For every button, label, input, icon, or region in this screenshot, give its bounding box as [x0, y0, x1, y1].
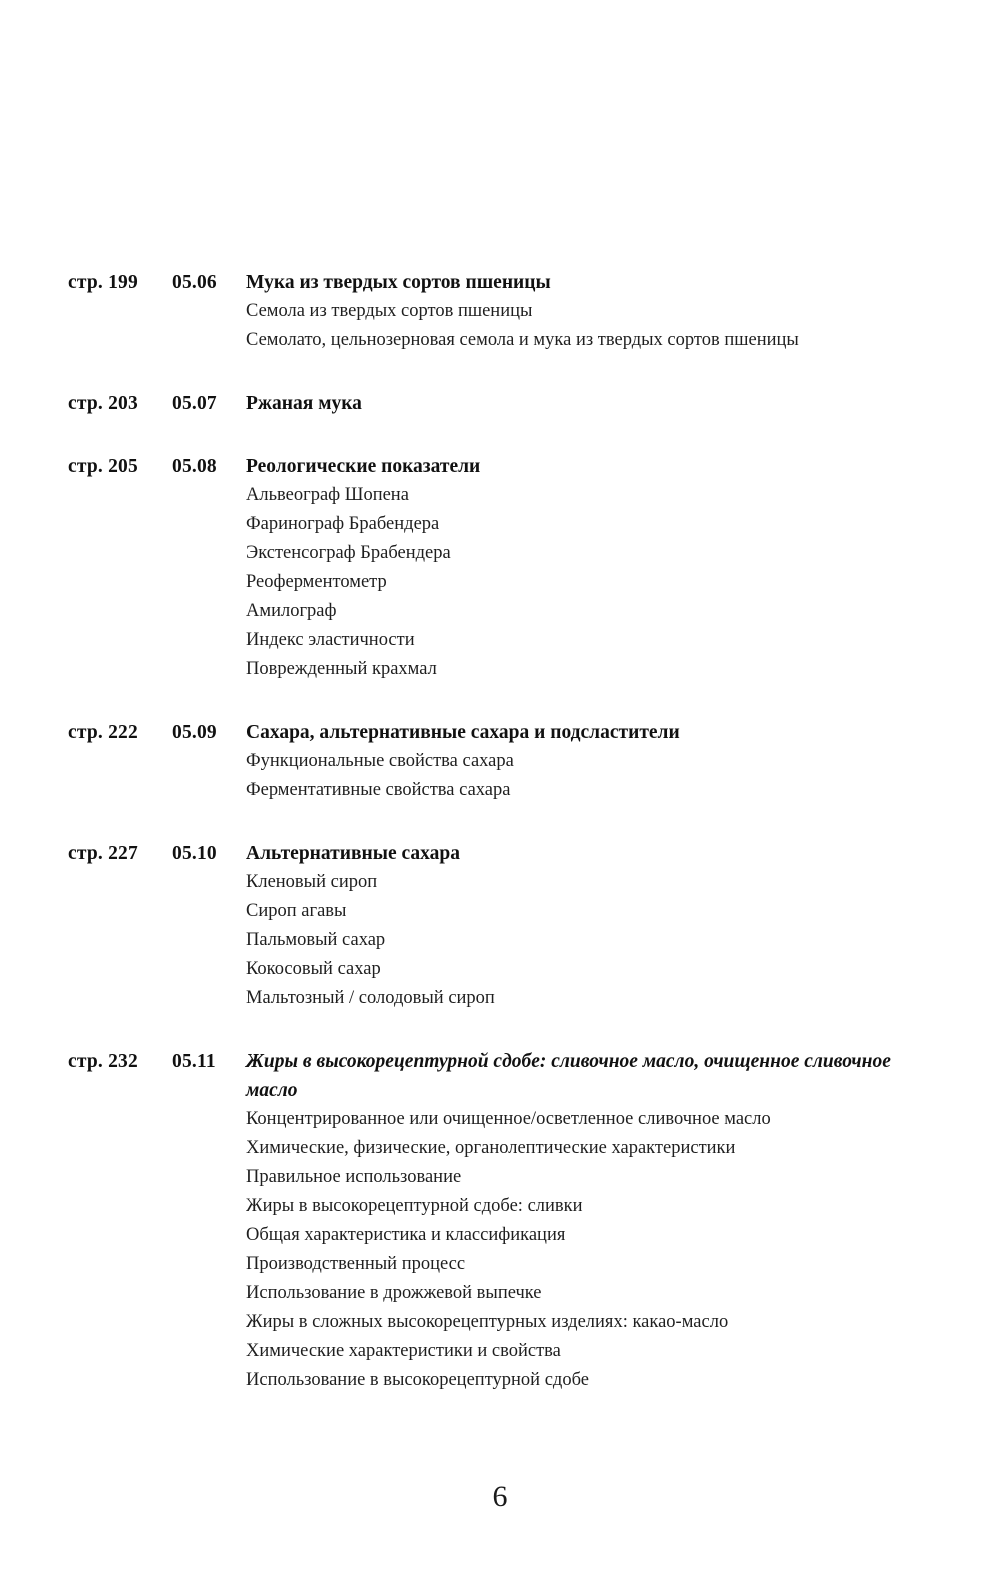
page-folio: 6 [492, 1480, 508, 1513]
toc-entry[interactable] [68, 452, 908, 684]
toc-subitem: Семола из твердых сортов пшеницы [246, 301, 533, 321]
toc-entry-title: Мука из твердых сортов пшеницы [246, 272, 551, 293]
toc-page-number: стр. 203 [68, 393, 138, 414]
toc-page-number: стр. 222 [68, 722, 138, 743]
table-of-contents [68, 268, 908, 1395]
toc-section-number: 05.06 [172, 272, 217, 293]
toc-subitem: Ферментативные свойства сахара [246, 780, 511, 800]
toc-subitem: Сироп агавы [246, 901, 347, 921]
toc-subitem: Мальтозный / солодовый сироп [246, 988, 495, 1008]
toc-subitem: Экстенсограф Брабендера [246, 543, 451, 563]
toc-entry[interactable] [68, 839, 908, 1013]
toc-section-number: 05.10 [172, 843, 217, 864]
toc-entry-body [246, 389, 908, 418]
toc-subitem: Поврежденный крахмал [246, 659, 437, 679]
toc-section-number: 05.09 [172, 722, 217, 743]
toc-entry-head [68, 839, 908, 1013]
toc-section-number: 05.08 [172, 456, 217, 477]
toc-subitem: Химические, физические, органолептические характеристики [246, 1138, 736, 1158]
toc-subitem: Индекс эластичности [246, 630, 415, 650]
toc-subitem-list [246, 297, 908, 355]
toc-entry-head [68, 1047, 908, 1395]
toc-subitem: Концентрированное или очищенное/осветленное сливочное масло [246, 1109, 771, 1129]
toc-entry-title: Ржаная мука [246, 393, 362, 414]
toc-subitem: Использование в высокорецептурной сдобе [246, 1370, 589, 1390]
toc-entry[interactable] [68, 718, 908, 805]
toc-page-number: стр. 205 [68, 456, 138, 477]
toc-entry-body [246, 839, 908, 1013]
toc-subitem-list [246, 747, 908, 805]
toc-entry-title: Реологические показатели [246, 456, 481, 477]
toc-subitem-list [246, 481, 908, 684]
toc-entry-head [68, 389, 908, 418]
toc-page-number: стр. 232 [68, 1051, 138, 1072]
toc-subitem: Семолато, цельнозерновая семола и мука из твердых сортов пшеницы [246, 330, 799, 350]
toc-entry[interactable] [68, 1047, 908, 1395]
toc-subitem-list [246, 1105, 908, 1395]
toc-subitem-list [246, 868, 908, 1013]
toc-subitem: Общая характеристика и классификация [246, 1225, 566, 1245]
toc-subitem: Химические характеристики и свойства [246, 1341, 561, 1361]
toc-subitem: Жиры в сложных высокорецептурных изделиях: какао-масло [246, 1312, 729, 1332]
toc-subitem: Правильное использование [246, 1167, 462, 1187]
toc-page-number: стр. 199 [68, 272, 138, 293]
toc-subitem: Кленовый сироп [246, 872, 378, 892]
toc-entry-title: Жиры в высокорецептурной сдобе: сливочное масло, очищенное сливочное масло [246, 1051, 891, 1101]
toc-subitem: Производственный процесс [246, 1254, 466, 1274]
toc-section-number: 05.07 [172, 393, 217, 414]
toc-subitem: Жиры в высокорецептурной сдобе: сливки [246, 1196, 583, 1216]
toc-entry-title: Сахара, альтернативные сахара и подсластители [246, 722, 680, 743]
toc-page-number: стр. 227 [68, 843, 138, 864]
toc-entry-head [68, 718, 908, 805]
toc-subitem: Кокосовый сахар [246, 959, 381, 979]
toc-entry-body [246, 452, 908, 684]
toc-section-number: 05.11 [172, 1051, 216, 1072]
toc-entry[interactable] [68, 389, 908, 418]
toc-subitem: Амилограф [246, 601, 337, 621]
toc-subitem: Фаринограф Брабендера [246, 514, 440, 534]
toc-entry-body [246, 1047, 908, 1395]
toc-subitem: Реоферментометр [246, 572, 387, 592]
toc-entry-title: Альтернативные сахара [246, 843, 460, 864]
toc-subitem: Пальмовый сахар [246, 930, 386, 950]
toc-subitem: Использование в дрожжевой выпечке [246, 1283, 542, 1303]
toc-entry[interactable] [68, 268, 908, 355]
toc-entry-body [246, 718, 908, 805]
toc-entry-body [246, 268, 908, 355]
toc-subitem: Альвеограф Шопена [246, 485, 409, 505]
toc-subitem: Функциональные свойства сахара [246, 751, 514, 771]
toc-entry-head [68, 452, 908, 684]
toc-entry-head [68, 268, 908, 355]
